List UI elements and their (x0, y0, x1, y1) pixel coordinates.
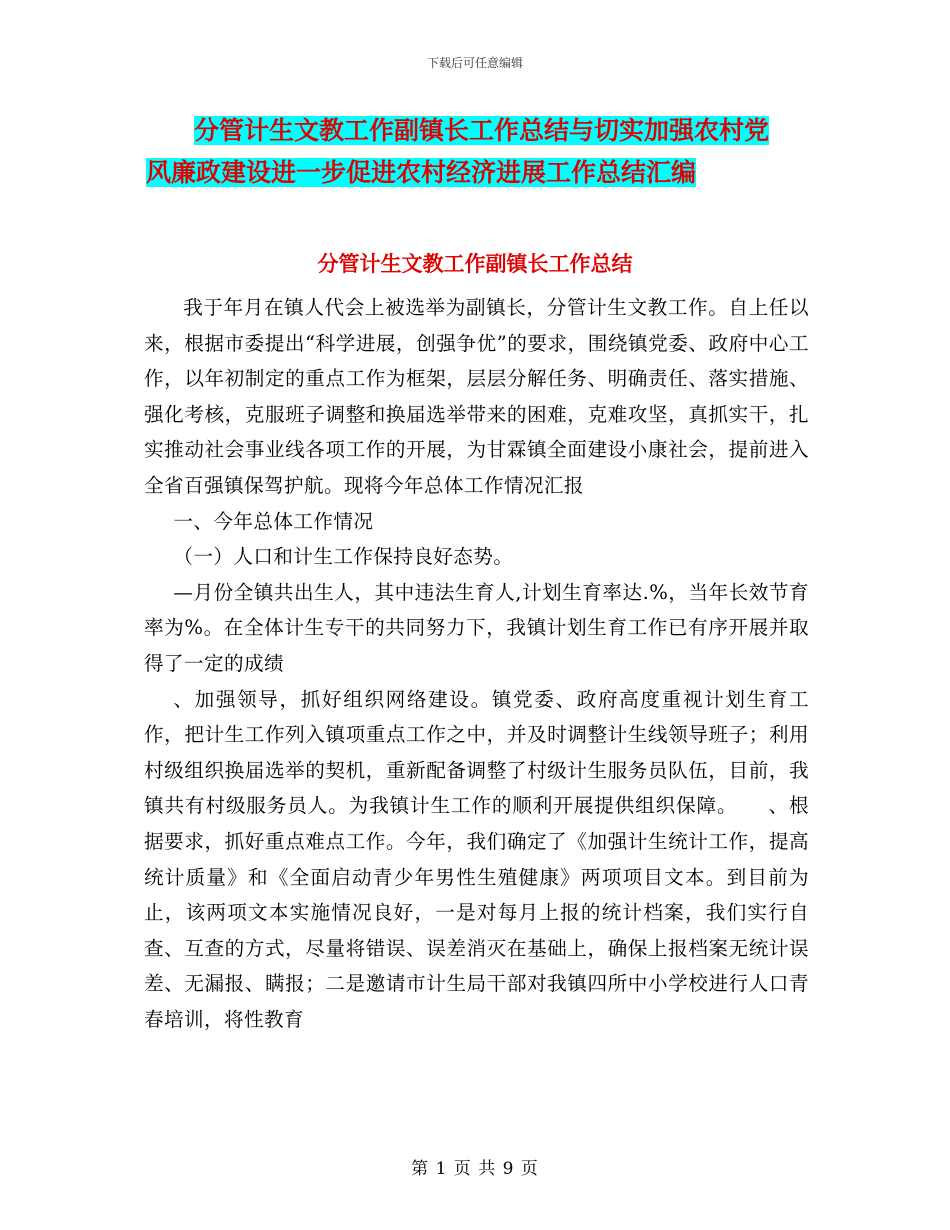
document-body (144, 290, 809, 1037)
document-title-line-1 (170, 110, 830, 152)
paragraph-intro: 我于年月在镇人代会上被选举为副镇长，分管计生文教工作。自上任以来，根据市委提出“科学进展，创强争优”的要求，围绕镇党委、政府中心工作，以年初制定的重点工作为框架，层层分解任务、明确责任、落实措施、强化考核，克服班子调整和换届选举带来的困难，克难攻坚，真抓实干，扎实推动社会事业线各项工作的开展，为甘霖镇全面建设小康社会，提前进入全省百强镇保驾护航。现将今年总体工作情况汇报 (144, 296, 809, 497)
section-title: 分管计生文教工作副镇长工作总结 (317, 252, 633, 276)
document-title-line-2 (146, 152, 830, 194)
document-title (146, 110, 830, 194)
title-highlight: 分管计生文教工作副镇长工作总结与切实加强农村党 (194, 116, 770, 145)
page-header-note: 下载后可任意编辑 (426, 56, 523, 70)
title-highlight: 风廉政建设进一步促进农村经济进展工作总结汇编 (146, 158, 697, 187)
paragraph-heading-2: （一）人口和计生工作保持良好态势。 (173, 545, 514, 569)
paragraph-heading-1: 一、今年总体工作情况 (173, 509, 374, 533)
paragraph-leadership: 、加强领导，抓好组织网络建设。镇党委、政府高度重视计划生育工作，把计生工作列入镇项重点工作之中，并及时调整计生线领导班子；利用村级组织换届选举的契机，重新配备调整了村级计生服务员队伍，目前，我镇共有村级服务员人。为我镇计生工作的顺利开展提供组织保障。 、根据要求，抓好重点难点工作。今年，我们确定了《加强计生统计工作，提高统计质量》和《全面启动青少年男性生殖健康》两项项目文本。到目前为止，该两项文本实施情况良好，一是对每月上报的统计档案，我们实行自查、互查的方式，尽量将错误、误差消灭在基础上，确保上报档案无统计误差、无漏报、瞒报；二是邀请市计生局干部对我镇四所中小学校进行人口青春培训，将性教育 (144, 687, 809, 1031)
paragraph-births: —月份全镇共出生人，其中违法生育人,计划生育率达.%，当年长效节育率为%。在全体计生专干的共同努力下，我镇计划生育工作已有序开展并取得了一定的成绩 (144, 580, 809, 675)
page-number: 第 1 页 共 9 页 (411, 1159, 539, 1179)
